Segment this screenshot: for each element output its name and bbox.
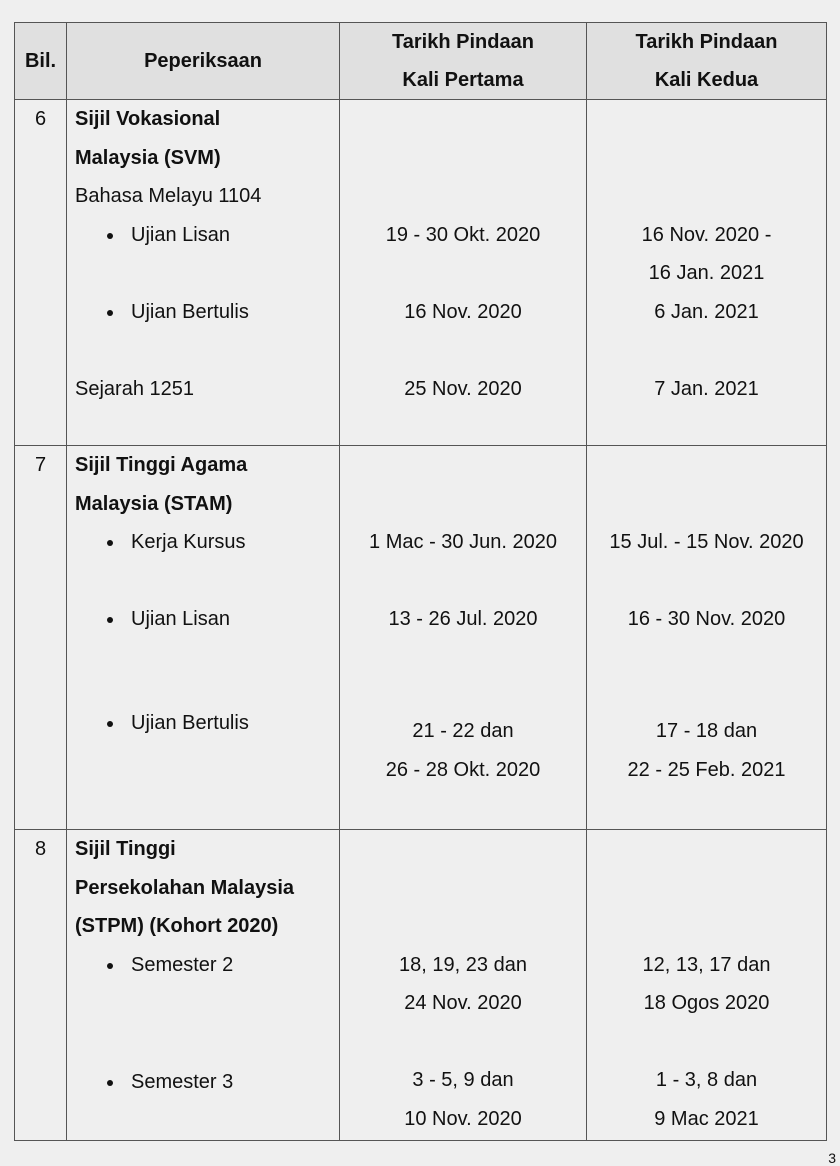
date-value: 12, 13, 17 dan (642, 953, 771, 976)
date-value: 26 - 28 Okt. 2020 (385, 758, 541, 781)
row-number: 6 (15, 100, 67, 446)
date-value: 17 - 18 dan (655, 720, 758, 742)
list-item (75, 523, 339, 562)
exam-cell (67, 830, 340, 1141)
exam-cell (67, 446, 340, 830)
date-value: 10 Nov. 2020 (404, 1107, 522, 1130)
date-value: 25 Nov. 2020 (404, 377, 522, 400)
list-item (75, 946, 339, 985)
date-value: 13 - 26 Jul. 2020 (388, 608, 538, 630)
exam-cell (67, 100, 340, 446)
table-row (15, 830, 827, 1141)
item-label: Ujian Lisan (131, 223, 230, 246)
date-value: 18 Ogos 2020 (643, 992, 770, 1014)
header-second-line2: Kali Kedua (654, 69, 759, 91)
header-first-amendment (340, 23, 587, 100)
exam-title: Persekolahan Malaysia (75, 876, 295, 899)
header-second-line1: Tarikh Pindaan (635, 31, 778, 53)
date-value: 3 - 5, 9 dan (412, 1069, 514, 1091)
subject-label: Sejarah 1251 (75, 377, 194, 400)
header-second-amendment (587, 23, 827, 100)
row-number: 7 (15, 446, 67, 830)
item-label: Ujian Lisan (131, 608, 230, 630)
list-item (75, 1063, 339, 1102)
second-date-cell (587, 830, 827, 1141)
exam-title: Sijil Tinggi Agama (75, 454, 248, 476)
table-header-row (15, 23, 827, 100)
header-first-line2: Kali Pertama (402, 69, 524, 91)
date-value: 6 Jan. 2021 (654, 300, 759, 323)
date-value: 7 Jan. 2021 (654, 377, 759, 400)
date-value: 15 Jul. - 15 Nov. 2020 (609, 531, 804, 553)
date-value: 16 Nov. 2020 - (641, 223, 772, 246)
second-date-cell (587, 100, 827, 446)
item-label: Ujian Bertulis (131, 712, 249, 734)
exam-title: Malaysia (SVM) (75, 146, 221, 169)
item-label: Semester 2 (131, 953, 234, 976)
date-value: 21 - 22 dan (412, 720, 514, 742)
list-item (75, 600, 339, 639)
date-value: 22 - 25 Feb. 2021 (627, 758, 786, 781)
row-number: 8 (15, 830, 67, 1141)
date-value: 16 Jan. 2021 (648, 262, 765, 284)
date-value: 24 Nov. 2020 (404, 992, 522, 1014)
date-value: 19 - 30 Okt. 2020 (385, 223, 541, 246)
header-bil: Bil. (15, 23, 67, 100)
exam-title: Sijil Vokasional (75, 108, 221, 130)
exam-schedule-table (14, 22, 827, 1141)
list-item (75, 704, 339, 743)
exam-title: Sijil Tinggi (75, 838, 176, 860)
exam-title: Malaysia (STAM) (75, 492, 233, 515)
date-value: 18, 19, 23 dan (399, 953, 527, 976)
date-value: 1 - 3, 8 dan (655, 1069, 758, 1091)
table-row (15, 100, 827, 446)
item-label: Kerja Kursus (131, 531, 246, 553)
date-value: 16 Nov. 2020 (404, 300, 522, 323)
date-value: 16 - 30 Nov. 2020 (627, 608, 786, 630)
date-value: 9 Mac 2021 (654, 1107, 759, 1130)
first-date-cell (340, 446, 587, 830)
header-first-line1: Tarikh Pindaan (392, 31, 534, 53)
table-row (15, 446, 827, 830)
second-date-cell (587, 446, 827, 830)
header-exam: Peperiksaan (67, 23, 340, 100)
item-label: Semester 3 (131, 1070, 234, 1093)
page-number: 3 (828, 1150, 836, 1166)
date-value: 1 Mac - 30 Jun. 2020 (369, 531, 557, 553)
first-date-cell (340, 830, 587, 1141)
exam-title: (STPM) (Kohort 2020) (75, 915, 279, 937)
list-item (75, 293, 339, 332)
first-date-cell (340, 100, 587, 446)
list-item (75, 216, 339, 255)
subject-label: Bahasa Melayu 1104 (75, 185, 262, 207)
item-label: Ujian Bertulis (131, 300, 249, 323)
